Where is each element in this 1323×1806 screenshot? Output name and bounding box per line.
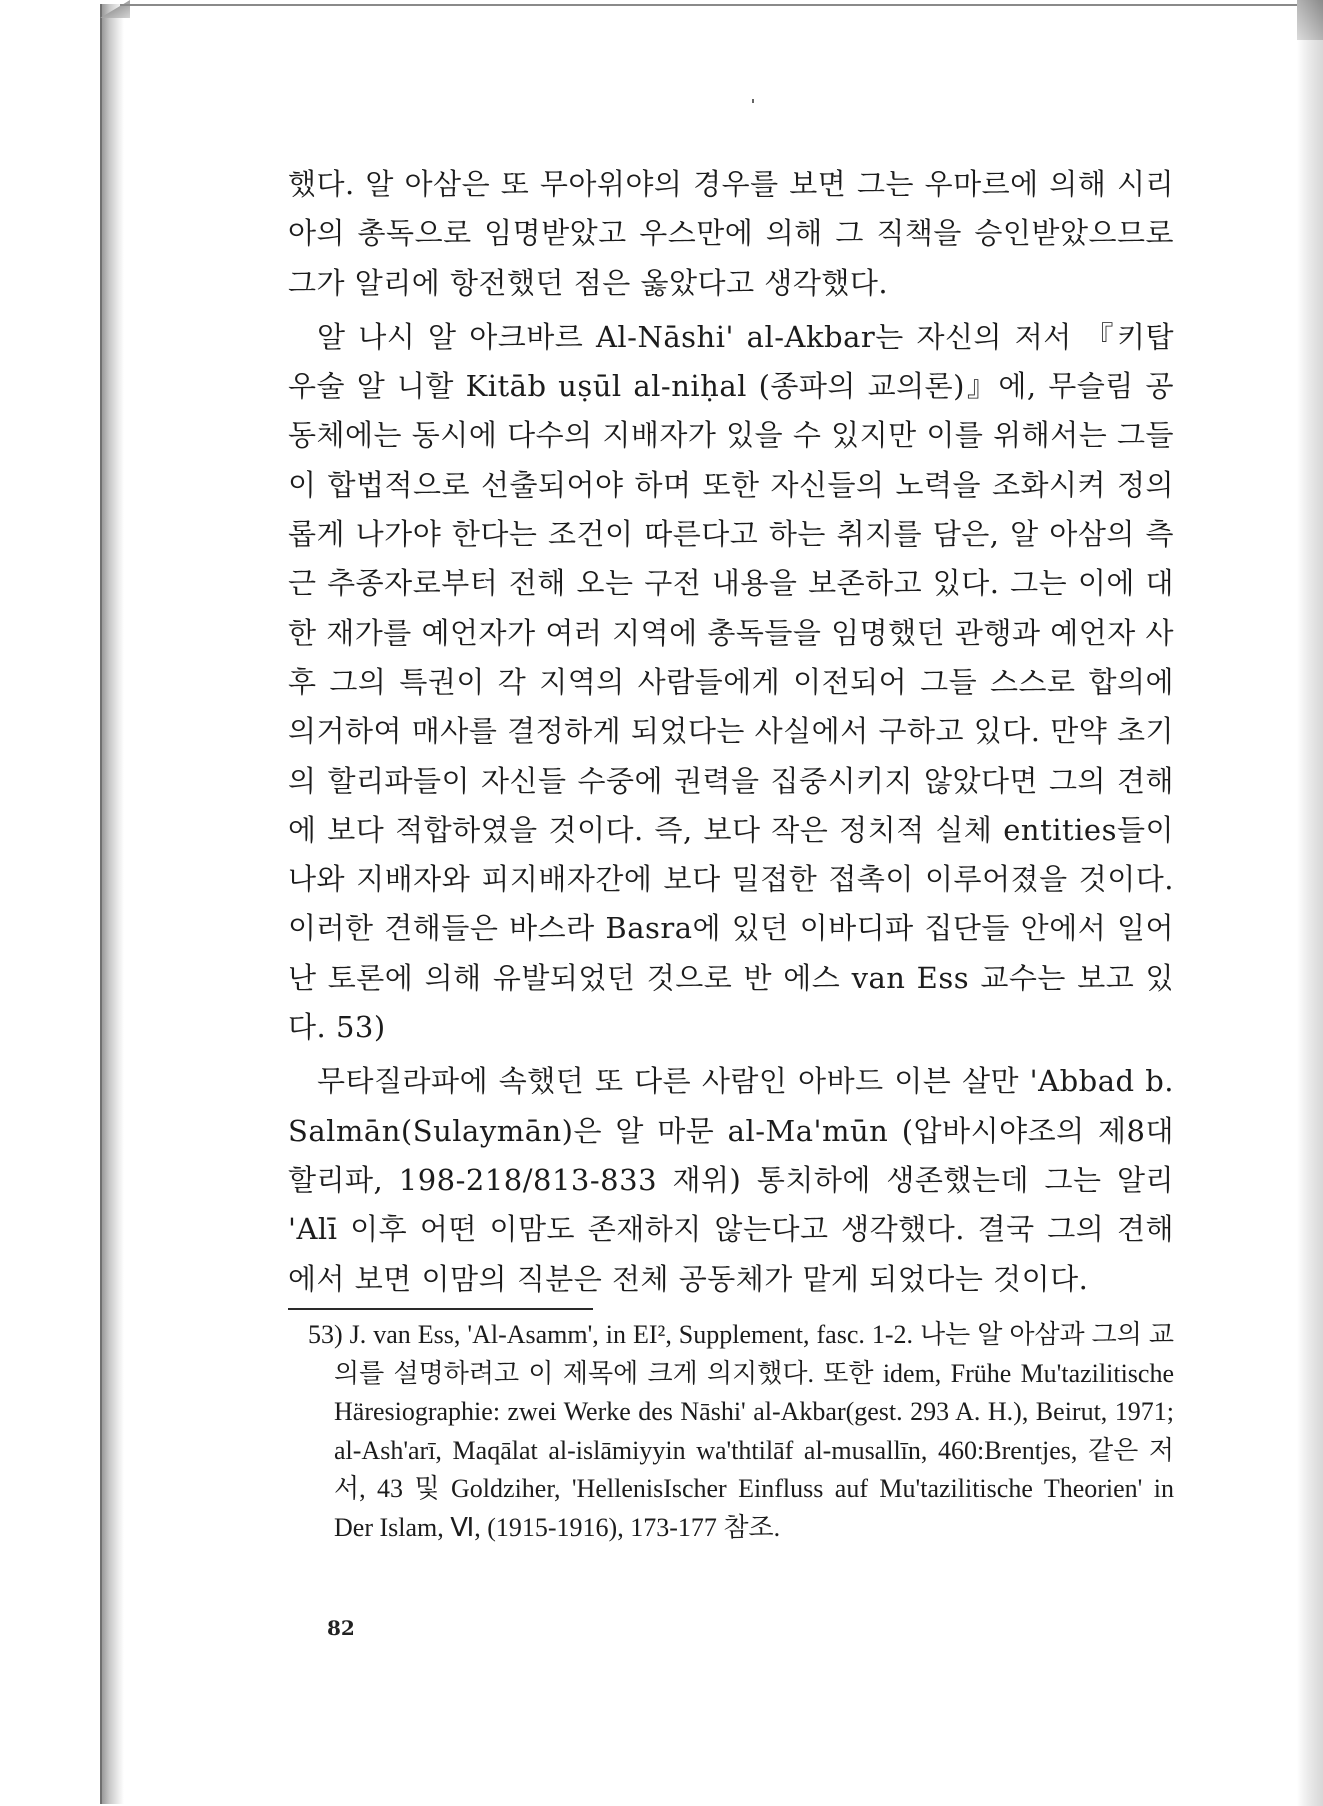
paragraph-2: 알 나시 알 아크바르 Al-Nāshi' al-Akbar는 자신의 저서 『키탑 우술 알 니할 Kitāb uṣūl al-niḥal (종파의 교의론)』에, 무슬림 공동체에는 동시에 다수의 지배자가 있을 수 있지만 이를 위해서는 그들이 합법적으로 선출되어야 하며 또한 자신들의 노력을 조화시켜 정의롭게 나가야 한다는 조건이 따른다고 하는 취지를 담은, 알 아삼의 측근 추종자로부터 전해 오는 구전 내용을 보존하고 있다. 그는 이에 대한 재가를 예언자가 여러 지역에 총독들을 임명했던 관행과 예언자 사후 그의 특권이 각 지역의 사람들에게 이전되어 그들 스스로 합의에 의거하여 매사를 결정하게 되었다는 사실에서 구하고 있다. 만약 초기의 할리파들이 자신들 수중에 권력을 집중시키지 않았다면 그의 견해에 보다 적합하였을 것이다. 즉, 보다 작은 정치적 실체 entities들이 나와 지배자와 피지배자간에 보다 밀접한 접촉이 이루어졌을 것이다. 이러한 견해들은 바스라 Basra에 있던 이바디파 집단들 안에서 일어난 토론에 의해 유발되었던 것으로 반 에스 van Ess 교수는 보고 있다. 53) xyxy=(288,319,1174,1045)
scan-mark xyxy=(752,99,754,103)
page-number: 82 xyxy=(327,1616,355,1640)
book-spine-edge xyxy=(100,4,124,1804)
paragraph-3: 무타질라파에 속했던 또 다른 사람인 아바드 이븐 살만 'Abbad b. Salmān(Sulaymān)은 알 마문 al-Ma'mūn (압바시야조의 제8대 할리파, 198-218/813-833 재위) 통치하에 생존했는데 그는 알리 'Alī 이후 어떤 이맘도 존재하지 않는다고 생각했다. 결국 그의 견해에서 보면 이맘의 직분은 전체 공동체가 맡게 되었다는 것이다. xyxy=(288,1064,1174,1296)
page-top-border xyxy=(120,4,1323,6)
main-text xyxy=(288,160,1174,1309)
page-corner-shadow xyxy=(1297,0,1323,40)
footnote-53: 53) J. van Ess, 'Al-Asamm', in EI², Supplement, fasc. 1-2. 나는 알 아삼과 그의 교의를 설명하려고 이 제목에 크게 의지했다. 또한 idem, Frühe Mu'tazilitische Häresiographie: zwei Werke des Nāshi' al-Akbar(gest. 293 A. H.), Beirut, 1971; al-Ash'arī, Maqālat al-islāmiyyin wa'thtilāf al-musallīn, 460:Brentjes, 같은 저서, 43 및 Goldziher, 'HellenisIscher Einfluss auf Mu'tazilitische Theorien' in Der Islam, Ⅵ, (1915-1916), 173-177 참조. xyxy=(308,1320,1174,1542)
page-right-shadow xyxy=(1297,0,1323,1806)
paragraph-1: 했다. 알 아삼은 또 무아위야의 경우를 보면 그는 우마르에 의해 시리아의 총독으로 임명받았고 우스만에 의해 그 직책을 승인받았으므로 그가 알리에 항전했던 점은 옳았다고 생각했다. xyxy=(288,167,1174,300)
footnotes xyxy=(308,1316,1174,1547)
footnote-separator xyxy=(288,1308,593,1310)
